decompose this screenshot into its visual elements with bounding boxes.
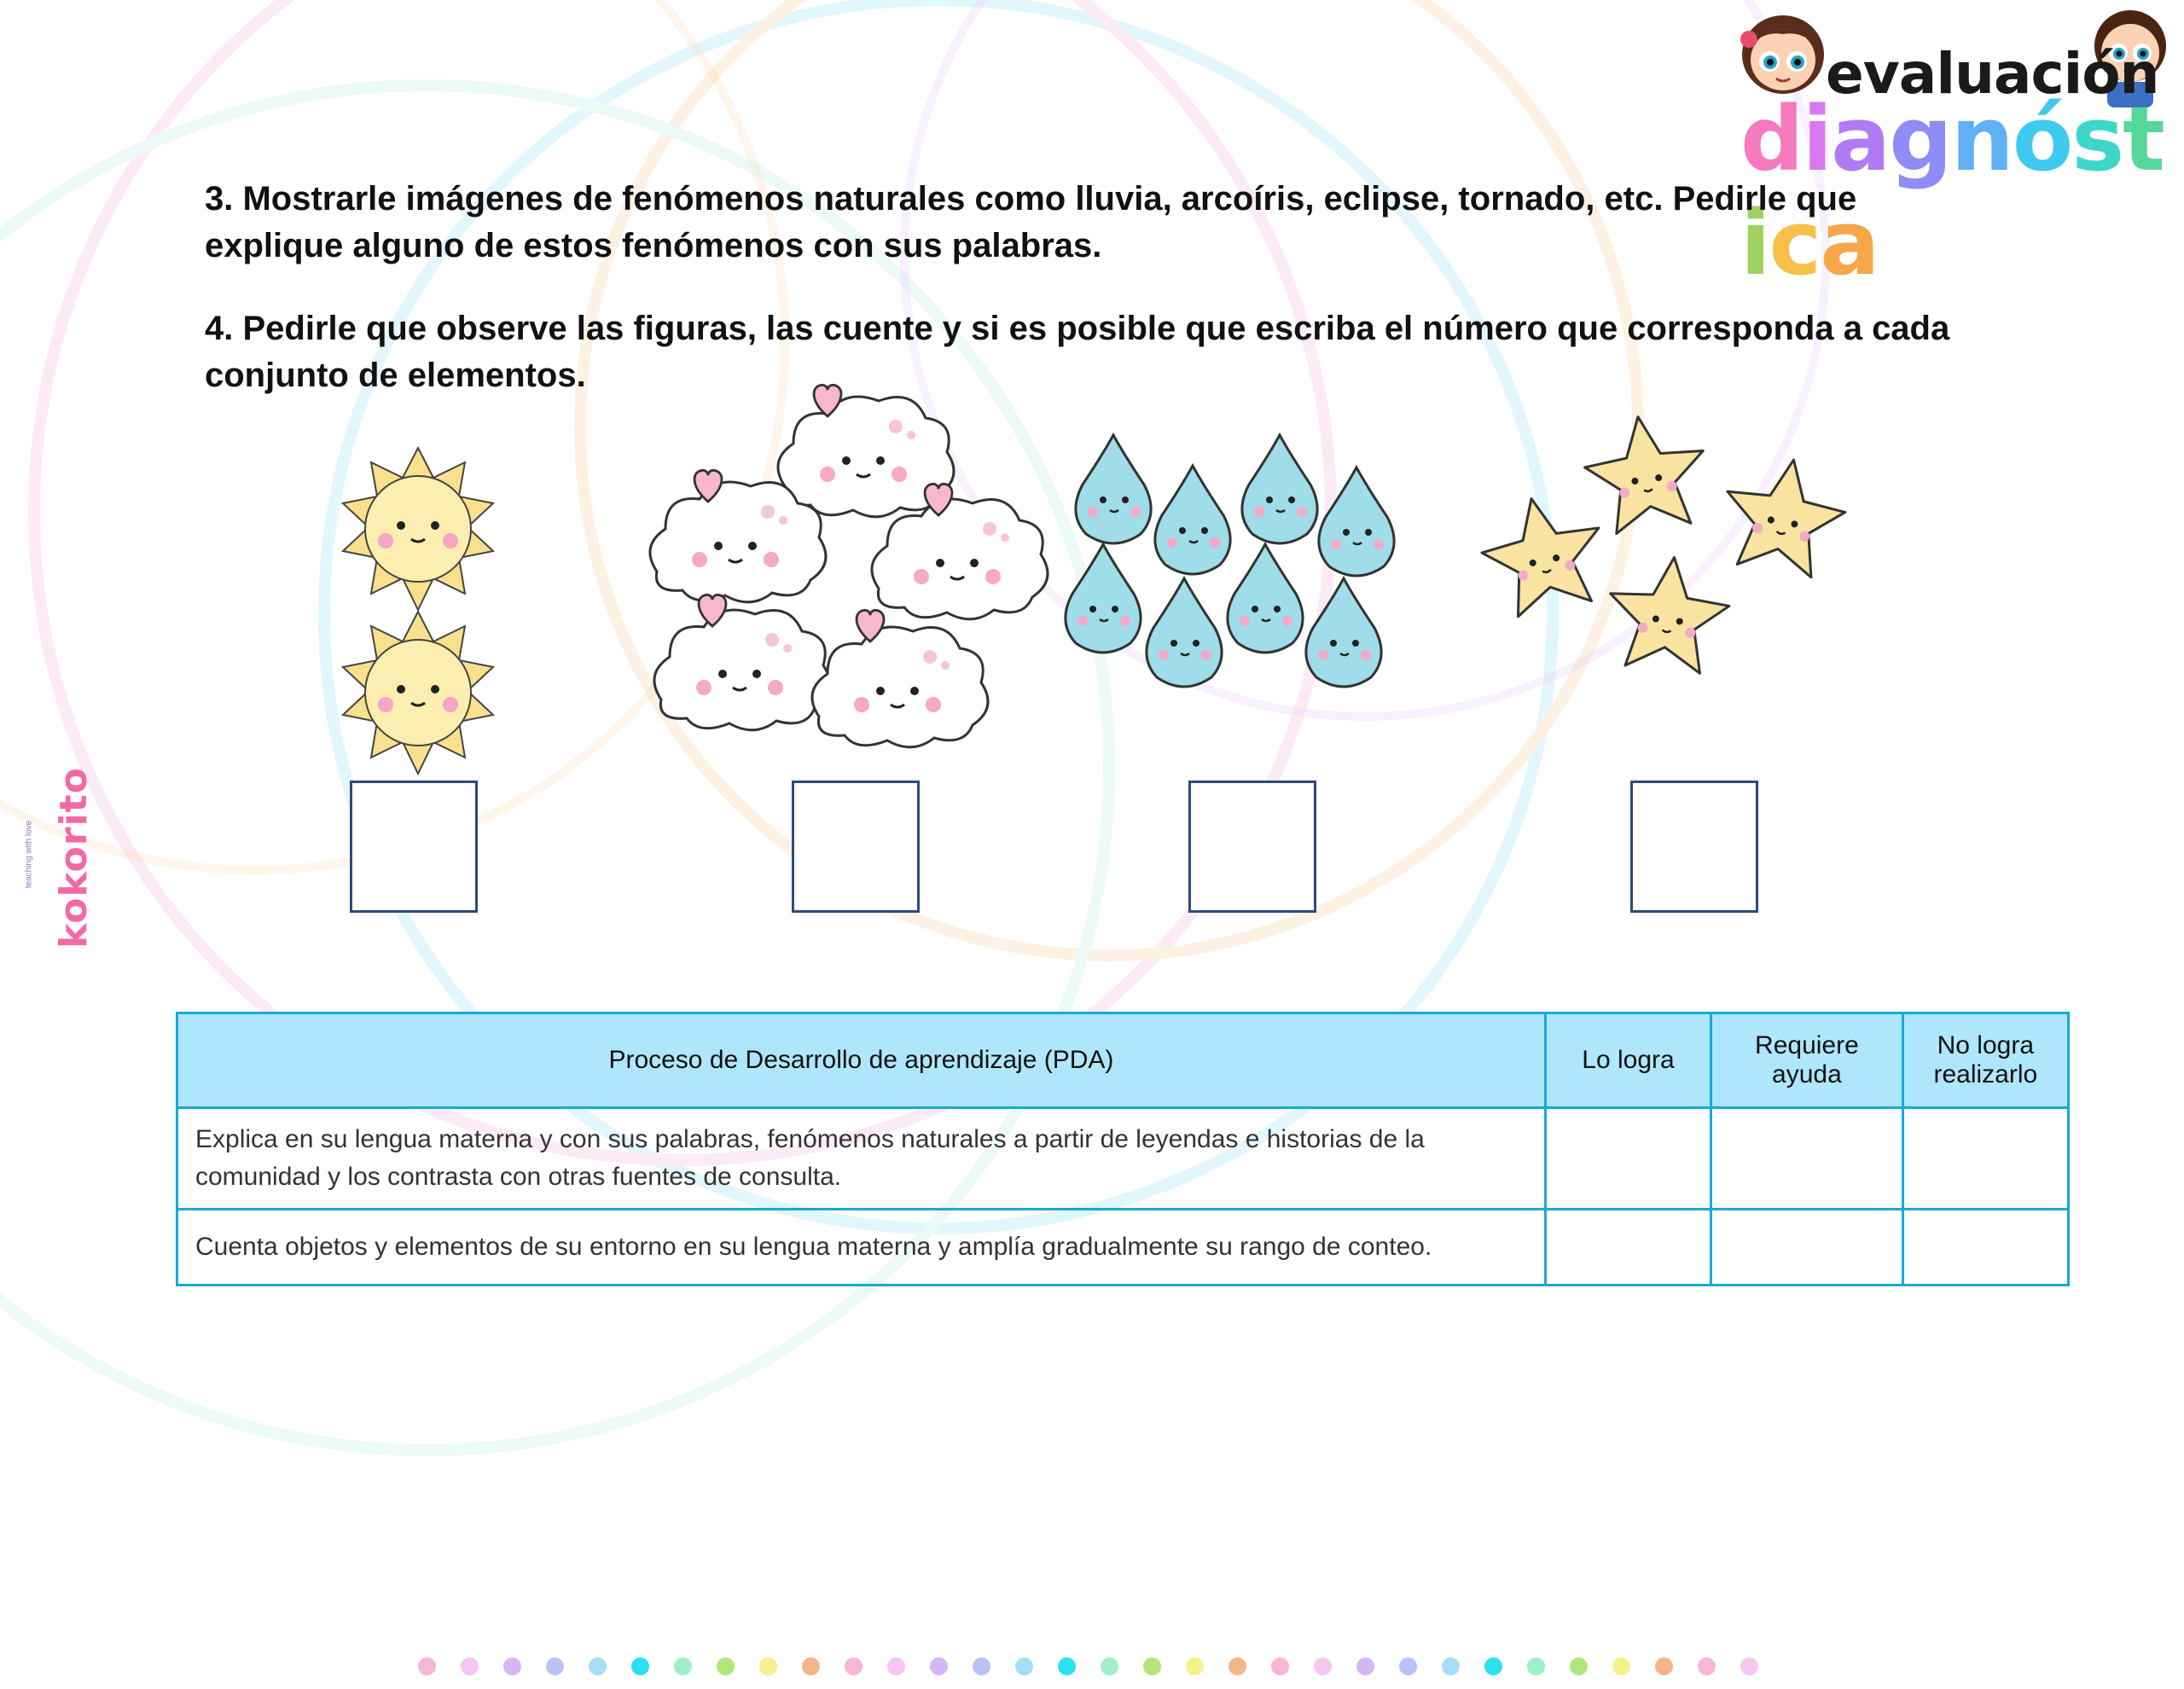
- raindrop-icon: [1228, 544, 1303, 653]
- brand-tagline: teaching with love: [24, 820, 34, 889]
- footer-dot: [418, 1657, 436, 1675]
- header-requiere-line2: ayuda: [1772, 1060, 1842, 1088]
- sun-icon: [343, 612, 493, 774]
- evaluacion-diagnostica-logo: [1723, 0, 2184, 295]
- footer-dot: [1484, 1657, 1502, 1675]
- answer-box-raindrops[interactable]: [1188, 781, 1316, 913]
- footer-dot: [1356, 1657, 1374, 1675]
- instruction-4: 4. Pedirle que observe las figuras, las cuente y si es posible que escriba el número que corresponda a cada conjunto de elementos.: [205, 310, 1950, 394]
- row-pda-text: Explica en su lengua materna y con sus palabras, fenómenos naturales a partir de leyendas e historias de la comunidad y los contrasta con otras fuentes de consulta.: [177, 1108, 1546, 1210]
- star-icon: [1579, 409, 1713, 537]
- raindrop-icon: [1319, 467, 1394, 576]
- footer-dot-decoration: [418, 1657, 1758, 1676]
- logo-letter: d: [1740, 87, 1803, 191]
- brand-name: kokorito: [51, 767, 96, 949]
- cell-no-logra[interactable]: [1902, 1108, 2068, 1210]
- logo-letter: a: [1820, 191, 1879, 295]
- cell-requiere-ayuda[interactable]: [1711, 1210, 1903, 1286]
- sun-group: [324, 444, 520, 785]
- sun-icon: [343, 448, 493, 610]
- footer-dot: [1271, 1657, 1289, 1675]
- footer-dot: [1655, 1657, 1673, 1675]
- raindrop-icon: [1066, 544, 1141, 653]
- footer-dot: [1101, 1657, 1118, 1675]
- cloud-icon: [812, 610, 988, 746]
- footer-dot: [1570, 1657, 1588, 1675]
- table-row: [177, 1108, 2069, 1210]
- raindrop-icon: [1155, 466, 1230, 574]
- logo-letter: g: [1889, 87, 1951, 191]
- instruction-3: 3. Mostrarle imágenes de fenómenos naturales como lluvia, arcoíris, eclipse, tornado, etc. Pedirle que explique alguno de estos fenómenos con sus palabras.: [205, 180, 1857, 264]
- header-lo-logra: Lo logra: [1545, 1013, 1711, 1108]
- cloud-group: [648, 384, 1049, 751]
- footer-dot: [1612, 1657, 1630, 1675]
- footer-dot: [1740, 1657, 1758, 1675]
- footer-dot: [845, 1657, 863, 1675]
- footer-dot: [1399, 1657, 1417, 1675]
- footer-dot: [589, 1657, 607, 1675]
- logo-letter: i: [1740, 191, 1769, 295]
- raindrop-icon: [1242, 435, 1317, 543]
- logo-letter: n: [1950, 87, 2013, 191]
- footer-dot: [887, 1657, 905, 1675]
- footer-dot: [1186, 1657, 1204, 1675]
- raindrop-icon: [1076, 435, 1151, 543]
- star-icon: [1603, 551, 1734, 676]
- footer-dot: [930, 1657, 948, 1675]
- kokorito-brand-logo: [24, 767, 96, 955]
- logo-letter: ó: [2012, 87, 2072, 191]
- footer-dot: [802, 1657, 820, 1675]
- answer-box-clouds[interactable]: [792, 781, 920, 913]
- logo-letter: s: [2071, 87, 2123, 191]
- footer-dot: [973, 1657, 990, 1675]
- rubric-header-row: [177, 1013, 2069, 1108]
- footer-dot: [717, 1657, 735, 1675]
- footer-dot: [1058, 1657, 1076, 1675]
- footer-dot: [1143, 1657, 1161, 1675]
- footer-dot: [1442, 1657, 1460, 1675]
- logo-letter: i: [1802, 87, 1832, 191]
- header-requiere-line1: Requiere: [1755, 1031, 1859, 1059]
- girl-character-icon: [1732, 5, 1834, 99]
- footer-dot: [674, 1657, 692, 1675]
- row-pda-text: Cuenta objetos y elementos de su entorno en su lengua materna y amplía gradualmente su rango de conteo.: [177, 1210, 1546, 1286]
- table-row: [177, 1210, 2069, 1286]
- raindrop-icon: [1306, 578, 1381, 687]
- footer-dot: [1314, 1657, 1332, 1675]
- footer-dot: [503, 1657, 521, 1675]
- footer-dot: [1698, 1657, 1716, 1675]
- footer-dot: [1527, 1657, 1545, 1675]
- footer-dot: [1228, 1657, 1246, 1675]
- cell-lo-logra[interactable]: [1545, 1210, 1711, 1286]
- footer-dot: [631, 1657, 649, 1675]
- answer-box-stars[interactable]: [1630, 781, 1758, 913]
- raindrop-icon: [1147, 578, 1222, 687]
- footer-dot: [461, 1657, 479, 1675]
- star-icon: [1473, 486, 1613, 621]
- cell-requiere-ayuda[interactable]: [1711, 1108, 1903, 1210]
- logo-letter: a: [1831, 87, 1890, 191]
- header-pda: Proceso de Desarrollo de aprendizaje (PDA): [177, 1013, 1546, 1108]
- footer-dot: [759, 1657, 777, 1675]
- cloud-icon: [654, 595, 830, 729]
- star-icon: [1716, 450, 1853, 581]
- header-requiere-ayuda: [1711, 1013, 1903, 1108]
- cell-lo-logra[interactable]: [1545, 1108, 1711, 1210]
- logo-text-evaluacion: evaluación: [1826, 41, 2159, 107]
- footer-dot: [546, 1657, 564, 1675]
- header-no-logra: [1902, 1013, 2068, 1108]
- star-group: [1467, 409, 1860, 699]
- raindrop-group: [1062, 427, 1403, 699]
- footer-dot: [1015, 1657, 1033, 1675]
- header-no-logra-line1: No logra: [1937, 1031, 2035, 1059]
- answer-box-suns[interactable]: [350, 781, 478, 913]
- logo-letter: c: [1769, 191, 1821, 295]
- cell-no-logra[interactable]: [1902, 1210, 2068, 1286]
- logo-letter: t: [2123, 87, 2164, 191]
- header-no-logra-line2: realizarlo: [1933, 1060, 2038, 1088]
- rubric-table: [176, 1012, 2070, 1286]
